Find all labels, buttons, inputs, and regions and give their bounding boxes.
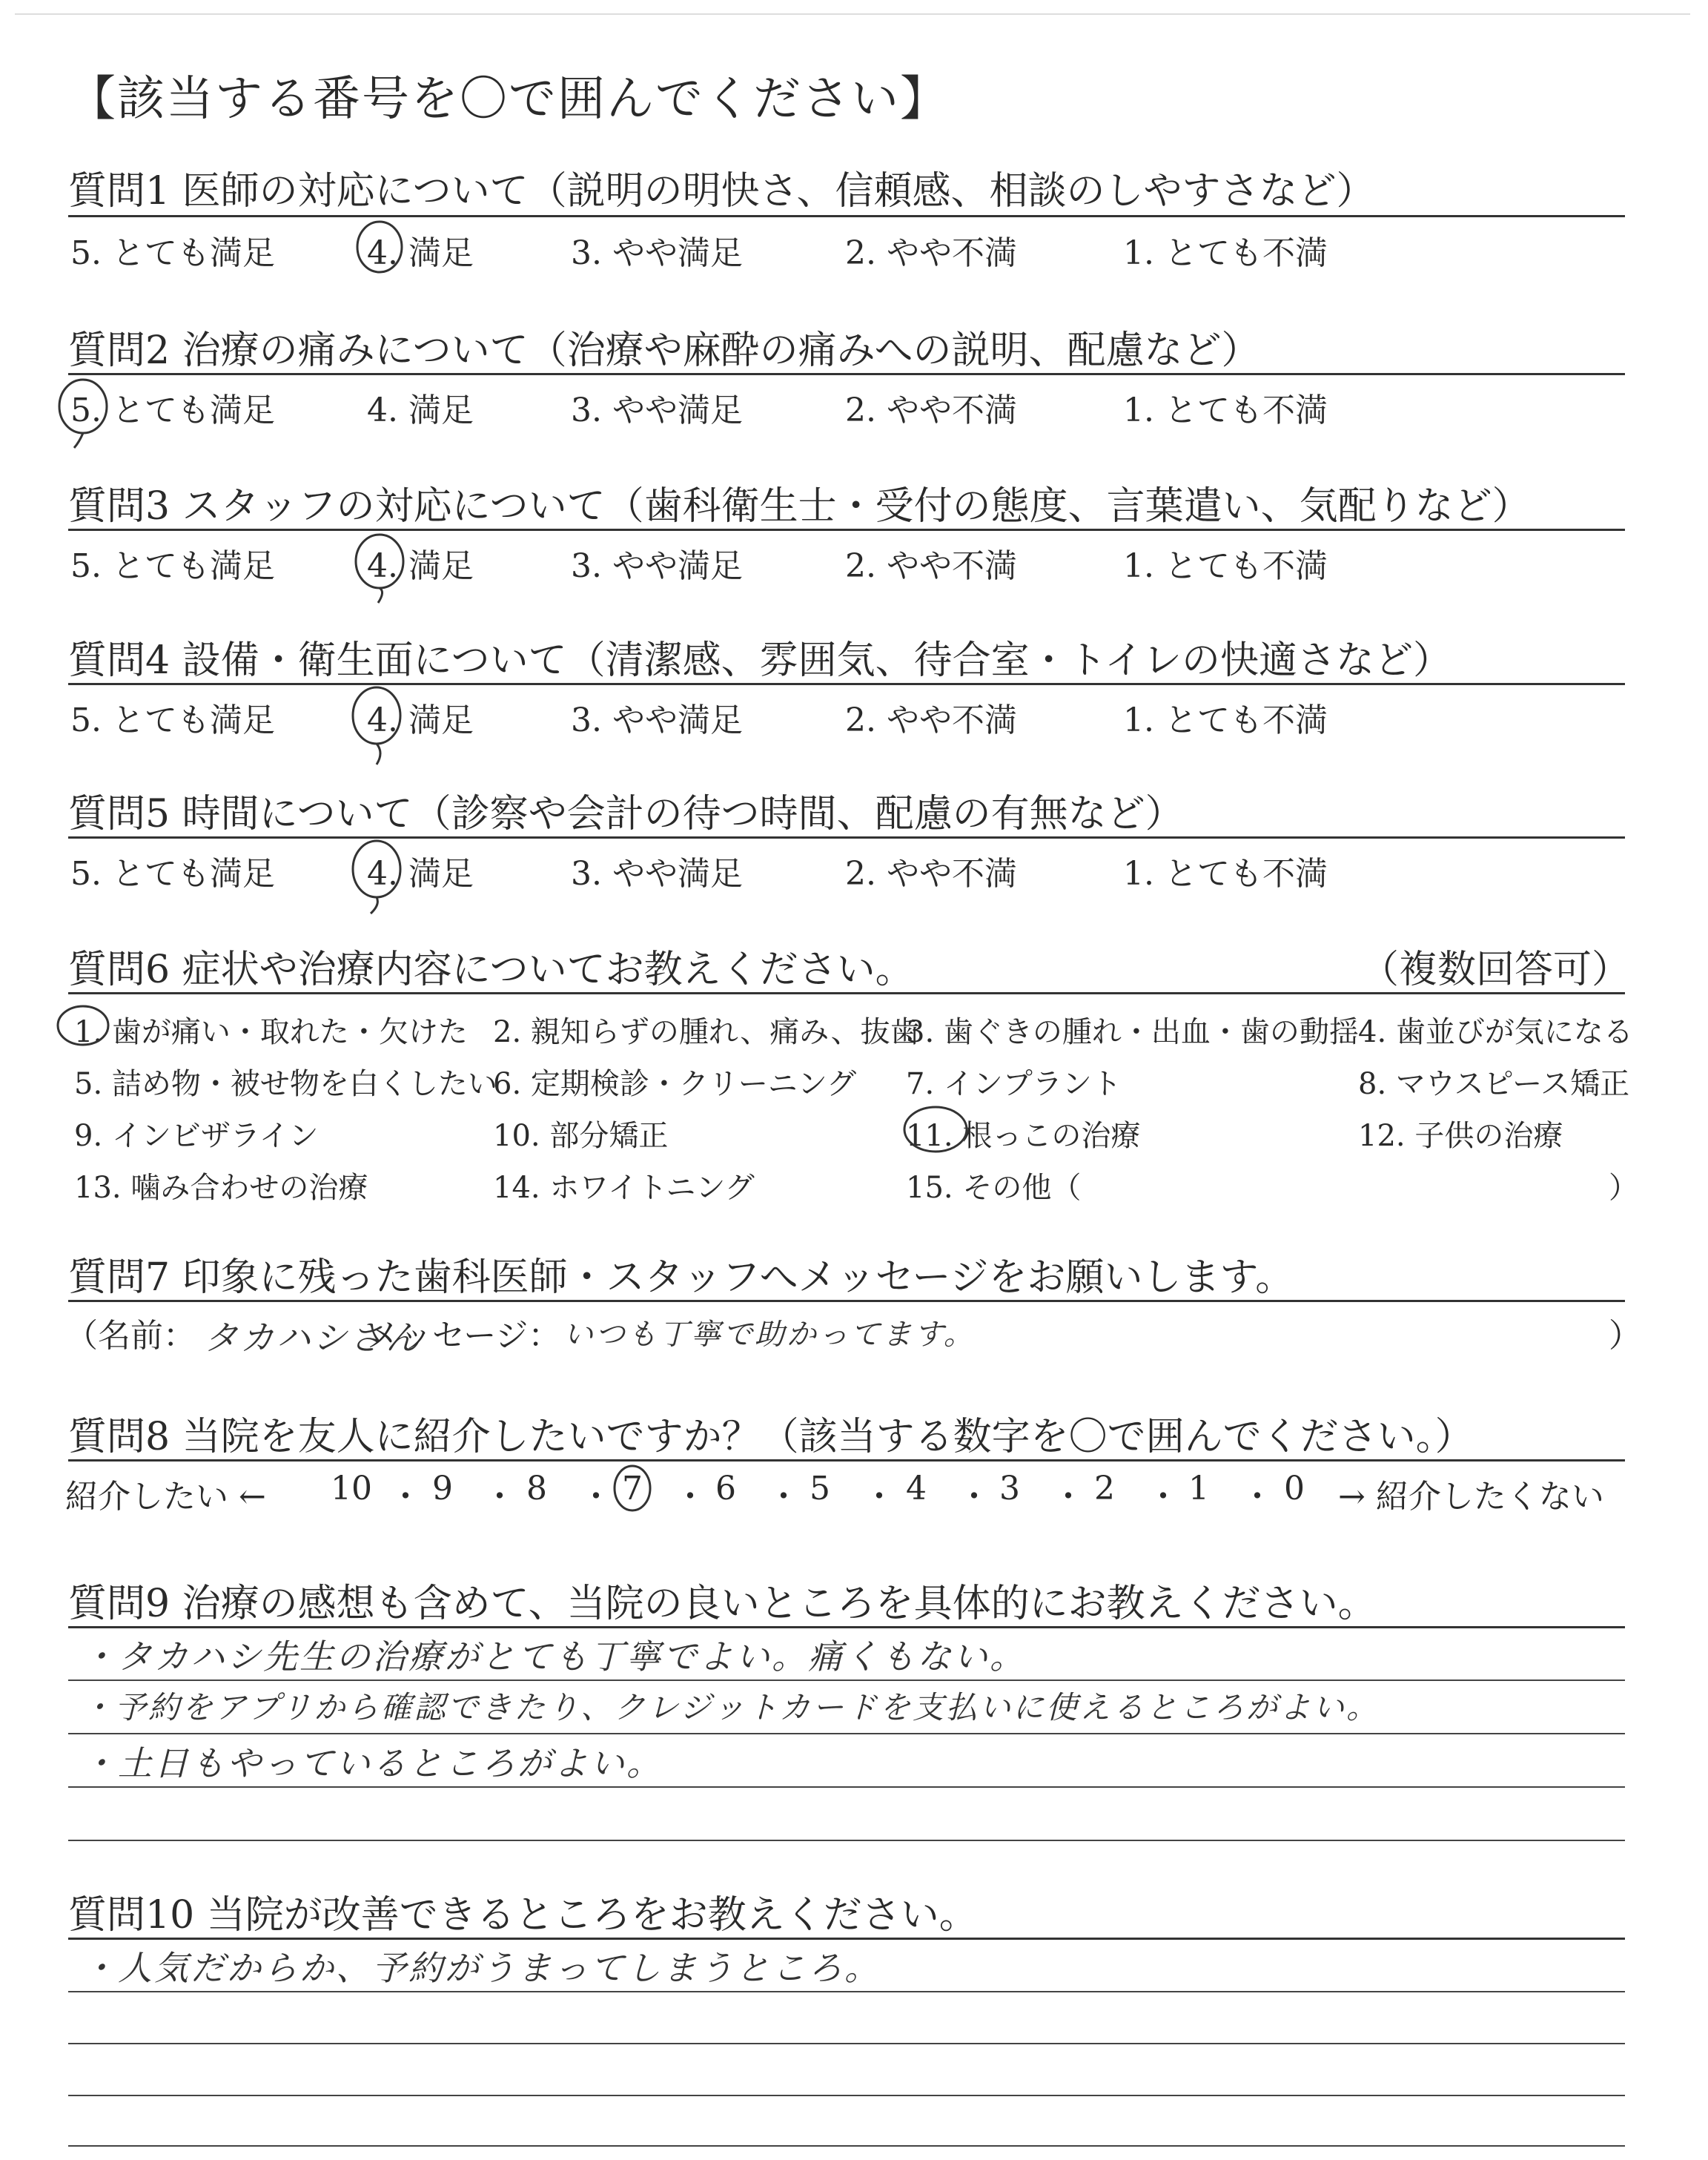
q8-scale-separator: ・ — [1147, 1478, 1179, 1516]
q5-option-2[interactable]: 2. やや不満 — [845, 855, 1017, 893]
q6-item-15[interactable]: 15. その他（ — [906, 1171, 1082, 1205]
q3-title: 質問3 スタッフの対応について（歯科衛生士・受付の態度、言葉遣い、気配りなど） — [68, 484, 1531, 529]
q3-option-2[interactable]: 2. やや不満 — [845, 547, 1017, 585]
q1-title: 質問1 医師の対応について（説明の明快さ、信頼感、相談のしやすさなど） — [68, 169, 1375, 214]
q2-option-3[interactable]: 3. やや満足 — [571, 392, 743, 429]
q5-option-5[interactable]: 5. とても満足 — [70, 855, 275, 893]
q8-scale-1[interactable]: 1 — [1188, 1470, 1209, 1507]
q8-scale-6[interactable]: 6 — [715, 1470, 736, 1507]
q3-option-3[interactable]: 3. やや満足 — [571, 547, 743, 585]
q4-option-5[interactable]: 5. とても満足 — [70, 701, 275, 739]
q8-scale-separator: ・ — [958, 1478, 990, 1516]
q3-selected-tail — [378, 588, 383, 603]
q2-option-5[interactable]: 5. とても満足 — [70, 392, 275, 429]
q8-scale-separator: ・ — [483, 1478, 516, 1516]
q5-selected-circle — [353, 841, 400, 897]
q4-option-2[interactable]: 2. やや不満 — [845, 701, 1017, 739]
q4-option-4[interactable]: 4. 満足 — [367, 701, 474, 739]
q2-option-4[interactable]: 4. 満足 — [367, 392, 474, 429]
q1-option-3[interactable]: 3. やや満足 — [571, 234, 743, 272]
q7-name-value[interactable]: タカハシさん — [204, 1318, 422, 1358]
q3-selected-circle — [356, 535, 403, 588]
q6-item-11[interactable]: 11. 根っこの治療 — [906, 1119, 1141, 1153]
q4-selected-circle — [353, 687, 400, 744]
q5-option-3[interactable]: 3. やや満足 — [571, 855, 743, 893]
q2-title: 質問2 治療の痛みについて（治療や麻酔の痛みへの説明、配慮など） — [68, 328, 1260, 373]
q8-scale-5[interactable]: 5 — [810, 1470, 830, 1507]
q8-left-label: 紹介したい ← — [65, 1478, 266, 1516]
q1-option-4[interactable]: 4. 満足 — [367, 234, 474, 272]
q2-selected-tail — [74, 433, 83, 448]
q5-option-4[interactable]: 4. 満足 — [367, 855, 474, 893]
q1-option-5[interactable]: 5. とても満足 — [70, 234, 275, 272]
q6-item-1[interactable]: 1. 歯が痛い・取れた・欠けた — [74, 1015, 468, 1049]
q8-scale-8[interactable]: 8 — [526, 1470, 547, 1507]
q6-item-3[interactable]: 3. 歯ぐきの腫れ・出血・歯の動揺 — [906, 1015, 1359, 1049]
q10-line-1[interactable]: ・人気だからか、予約がうまってしまうところ。 — [82, 1948, 881, 1988]
q7-title: 質問7 印象に残った歯科医師・スタッフへメッセージをお願いします。 — [68, 1255, 1294, 1300]
q6-item-11-circle — [904, 1107, 967, 1152]
q2-option-2[interactable]: 2. やや不満 — [845, 392, 1017, 429]
q8-scale-separator: ・ — [389, 1478, 422, 1516]
q4-title: 質問4 設備・衛生面について（清潔感、雰囲気、待合室・トイレの快適さなど） — [68, 638, 1452, 683]
q8-right-label: → 紹介したくない — [1338, 1478, 1604, 1516]
q6-item-12[interactable]: 12. 子供の治療 — [1358, 1119, 1563, 1153]
q1-option-1[interactable]: 1. とても不満 — [1123, 234, 1328, 272]
q6-title: 質問6 症状や治療内容についてお教えください。 — [68, 948, 914, 992]
q6-item-1-circle — [58, 1006, 108, 1045]
q6-item-9[interactable]: 9. インビザライン — [74, 1119, 319, 1153]
q4-option-1[interactable]: 1. とても不満 — [1123, 701, 1328, 739]
q6-item-6[interactable]: 6. 定期検診・クリーニング — [493, 1067, 857, 1101]
page-heading: 【該当する番号を〇で囲んでください】 — [68, 72, 949, 127]
q7-message-label: メッセージ： — [367, 1317, 561, 1355]
q3-option-1[interactable]: 1. とても不満 — [1123, 547, 1328, 585]
q2-option-1[interactable]: 1. とても不満 — [1123, 392, 1328, 429]
q5-option-1[interactable]: 1. とても不満 — [1123, 855, 1328, 893]
q3-option-4[interactable]: 4. 満足 — [367, 547, 474, 585]
q8-scale-4[interactable]: 4 — [906, 1470, 927, 1507]
q6-item-7[interactable]: 7. インプラント — [906, 1067, 1122, 1101]
q9-line-3[interactable]: ・土日もやっているところがよい。 — [82, 1743, 663, 1783]
q4-option-3[interactable]: 3. やや満足 — [571, 701, 743, 739]
q6-item-13[interactable]: 13. 噛み合わせの治療 — [74, 1171, 368, 1205]
q2-selected-circle — [59, 380, 107, 433]
q6-item-14[interactable]: 14. ホワイトニング — [493, 1171, 755, 1205]
q7-name-label: （名前： — [65, 1317, 196, 1355]
q6-item-15-close: ） — [1609, 1171, 1638, 1205]
q9-line-1[interactable]: ・タカハシ先生の治療がとても丁寧でよい。痛くもない。 — [82, 1636, 1026, 1677]
q8-scale-separator: ・ — [1052, 1478, 1085, 1516]
q6-item-10[interactable]: 10. 部分矯正 — [493, 1119, 669, 1153]
q5-title: 質問5 時間について（診察や会計の待つ時間、配慮の有無など） — [68, 792, 1184, 836]
q10-title: 質問10 当院が改善できるところをお教えください。 — [68, 1893, 978, 1938]
q1-selected-circle — [357, 222, 402, 272]
q1-option-2[interactable]: 2. やや不満 — [845, 234, 1017, 272]
q8-scale-3[interactable]: 3 — [999, 1470, 1020, 1507]
q8-scale-separator: ・ — [1241, 1478, 1274, 1516]
q8-scale-separator: ・ — [767, 1478, 800, 1516]
q4-selected-tail — [377, 744, 380, 764]
q6-item-5[interactable]: 5. 詰め物・被せ物を白くしたい — [74, 1067, 497, 1101]
q6-item-8[interactable]: 8. マウスピース矯正 — [1358, 1067, 1630, 1101]
q8-scale-0[interactable]: 0 — [1284, 1470, 1305, 1507]
q8-scale-separator: ・ — [863, 1478, 896, 1516]
q6-note: （複数回答可） — [1360, 948, 1631, 992]
q8-scale-separator: ・ — [674, 1478, 706, 1516]
q8-scale-10[interactable]: 10 — [331, 1470, 372, 1507]
q6-item-4[interactable]: 4. 歯並びが気になる — [1358, 1015, 1633, 1049]
q9-line-2[interactable]: ・予約をアプリから確認できたり、クレジットカードを支払いに使えるところがよい。 — [82, 1689, 1380, 1725]
q8-selected-circle — [615, 1466, 650, 1510]
q8-scale-9[interactable]: 9 — [432, 1470, 453, 1507]
q8-scale-2[interactable]: 2 — [1094, 1470, 1115, 1507]
q8-scale-separator: ・ — [580, 1478, 612, 1516]
q6-item-2[interactable]: 2. 親知らずの腫れ、痛み、抜歯 — [493, 1015, 920, 1049]
q5-selected-tail — [371, 897, 377, 914]
q7-message-value[interactable]: いつも丁寧で助かってます。 — [563, 1318, 976, 1352]
q8-scale-7[interactable]: 7 — [622, 1470, 643, 1507]
q7-close: ） — [1609, 1317, 1641, 1355]
q9-title: 質問9 治療の感想も含めて、当院の良いところを具体的にお教えください。 — [68, 1582, 1377, 1626]
q8-title: 質問8 当院を友人に紹介したいですか？（該当する数字を〇で囲んでください。） — [68, 1415, 1474, 1459]
q3-option-5[interactable]: 5. とても満足 — [70, 547, 275, 585]
